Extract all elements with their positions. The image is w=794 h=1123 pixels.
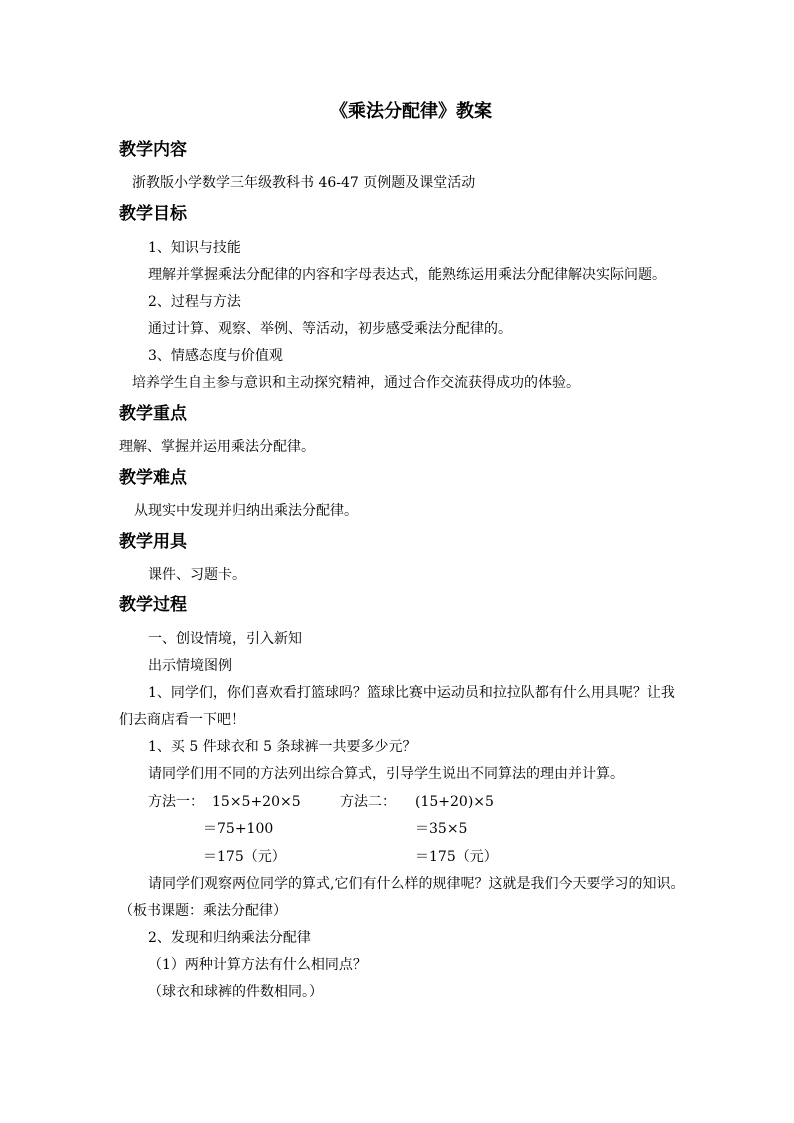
difficulty-text: 从现实中发现并归纳出乘法分配律。 xyxy=(134,503,358,519)
goal-1-text: 理解并掌握乘法分配律的内容和字母表达式，能熟练运用乘法分配律解决实际问题。 xyxy=(148,267,666,283)
method-1-expr: 15×5+20×5 xyxy=(212,794,301,810)
method-2-label: 方法二： xyxy=(340,794,396,810)
method-1-step-1: ＝75+100 xyxy=(203,821,274,837)
method-2-step-1: ＝35×5 xyxy=(415,821,468,837)
process-q3: 请同学们用不同的方法列出综合算式，引导学生说出不同算法的理由并计算。 xyxy=(148,766,624,782)
goal-2-title: 2、过程与方法 xyxy=(148,294,241,310)
process-q1-line2: 们去商店看一下吧！ xyxy=(119,712,245,728)
heading-difficulty: 教学难点 xyxy=(119,468,187,488)
goal-2-text: 通过计算、观察、举例、等活动，初步感受乘法分配律的。 xyxy=(148,321,512,337)
method-2-expr: (15+20)×5 xyxy=(415,794,494,810)
process-q2: 1、买 5 件球衣和 5 条球裤一共要多少元？ xyxy=(148,739,417,755)
key-text: 理解、掌握并运用乘法分配律。 xyxy=(119,439,315,455)
process-observe: 请同学们观察两位同学的算式,它们有什么样的规律呢？这就是我们今天要学习的知识。 xyxy=(148,876,685,892)
process-show: 出示情境图例 xyxy=(148,658,232,674)
goal-1-title: 1、知识与技能 xyxy=(148,240,241,256)
heading-key: 教学重点 xyxy=(119,404,187,424)
goal-3-title: 3、情感态度与价值观 xyxy=(148,348,283,364)
process-step-2: 2、发现和归纳乘法分配律 xyxy=(148,930,311,946)
heading-tools: 教学用具 xyxy=(119,532,187,552)
process-sub-1: （1）两种计算方法有什么相同点？ xyxy=(148,957,367,973)
heading-process: 教学过程 xyxy=(119,595,187,615)
page-title: 《乘法分配律》教案 xyxy=(330,101,492,122)
process-sub-1-answer: （球衣和球裤的件数相同。） xyxy=(148,984,323,1000)
process-step-1: 一、创设情境，引入新知 xyxy=(148,631,302,647)
process-board: （板书课题：乘法分配律） xyxy=(119,903,287,919)
process-q1-line1: 1、同学们，你们喜欢看打篮球吗？篮球比赛中运动员和拉拉队都有什么用具呢？让我 xyxy=(148,685,675,701)
heading-content: 教学内容 xyxy=(119,140,187,160)
heading-goals: 教学目标 xyxy=(119,204,187,224)
method-1-step-2: ＝175（元） xyxy=(203,849,286,865)
tools-text: 课件、习题卡。 xyxy=(148,567,246,583)
method-2-step-2: ＝175（元） xyxy=(415,849,498,865)
method-1-label: 方法一： xyxy=(148,794,204,810)
content-text: 浙教版小学数学三年级教科书 46-47 页例题及课堂活动 xyxy=(132,175,476,191)
goal-3-text: 培养学生自主参与意识和主动探究精神，通过合作交流获得成功的体验。 xyxy=(132,375,580,391)
